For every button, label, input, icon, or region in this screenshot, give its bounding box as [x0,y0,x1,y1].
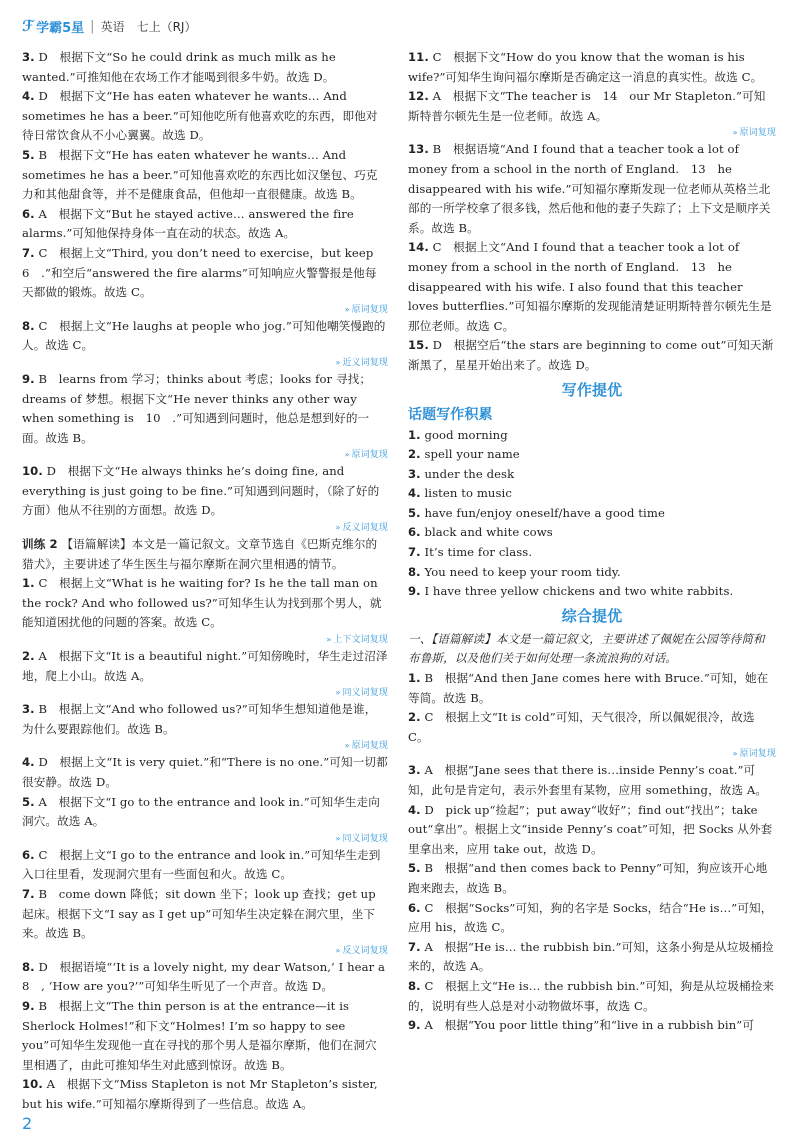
hint-tag-label: 原词复现 [739,749,776,760]
answer-item [408,426,776,446]
double-chevron-icon: » [335,945,341,955]
answer-text: C 根据下文“How do you know that the woman is his wife?”可知华生询问福尔摩斯是否确定这一消息的真实性。故选 C。 [408,50,763,84]
answer-text: black and white cows [420,525,553,540]
answer-item [408,801,776,860]
hint-tag-label: 原词复现 [351,450,388,461]
answer-item [22,244,388,317]
answer-item [408,87,776,140]
answer-text: B learns from 学习；thinks about 考虑；looks for 寻找；dreams of 梦想。根据下文“He never thinks any other way when something is 10 .”可知遇到问题时，他总是想到好的一面。故选 B。 [22,371,372,445]
topic-list [408,426,776,602]
answer-item [22,846,388,885]
answer-text: C 根据“Socks”可知，狗的名字是 Socks，结合“He is…”可知，应用 his，故选 C。 [408,900,773,935]
answer-number: 8. [408,978,421,993]
hint-tag-label: 同义词复现 [342,833,388,844]
answer-item [22,574,388,647]
answer-item [22,700,388,753]
brand-name: 学霸5星 [36,20,85,36]
hint-tag [22,521,388,535]
answer-item [22,793,388,846]
answer-text: A 根据“You poor little thing”和“live in a rubbish bin”可 [420,1018,755,1033]
answer-number: 训练 2 [22,537,58,552]
answer-number: 9. [408,1018,421,1033]
topic-section-title: 话题写作积累 [408,406,493,423]
answer-item [408,445,776,465]
answer-number: 1. [408,427,421,442]
answer-number: 9. [22,998,35,1013]
answer-item [408,543,776,563]
answer-number: 4. [408,802,421,817]
page-header [22,14,196,38]
answer-text: I have three yellow chickens and two white rabbits. [420,584,734,599]
answer-number: 3. [408,763,421,778]
answer-text: C 根据上文“It is cold”可知，天气很冷，所以佩妮很冷，故选 C。 [408,710,755,744]
answer-text: D 根据下文“So he could drink as much milk as he wanted.”可推知他在农场工作才能喝到很多牛奶。故选 D。 [22,50,336,84]
answer-item [22,958,397,997]
answer-item [408,938,776,977]
writing-section-title: 写作提优 [561,380,623,399]
hint-tag [22,633,388,647]
answer-number: 1. [408,671,421,686]
answer-item [408,761,776,800]
double-chevron-icon: » [732,749,738,759]
answer-number: 3. [22,50,35,64]
answer-item [408,859,776,898]
hint-tag [408,126,776,140]
double-chevron-icon: » [732,128,738,138]
answer-item [408,523,776,543]
answer-number: 8. [408,564,421,579]
answer-text: listen to music [420,486,512,501]
answer-item [408,1016,776,1036]
answer-item [22,1075,388,1114]
answer-text: 【语篇解读】本文是一篇记叙文。文章节选自《巴斯克维尔的猎犬》，主要讲述了华生医生与福尔摩斯在洞穴里相遇的情节。 [22,537,378,571]
answer-item [408,484,776,504]
answer-item [22,205,388,244]
answer-number: 5. [408,505,421,520]
answer-text: A 根据“He is… the rubbish bin.”可知，这条小狗是从垃圾桶捡来的，故选 A。 [408,939,774,974]
answer-number: 15. [408,338,429,353]
hint-tag [22,356,388,370]
answer-text: D 根据下文“He always thinks he’s doing fine, and everything is just going to be fine.”可知遇到问题时，（除了好的方面）他从不往别的方面想。故选 D。 [22,464,380,518]
answer-number: 1. [22,576,35,591]
answer-number: 5. [22,794,35,809]
answer-text: B 根据语境“And I found that a teacher took a lot of money from a school in the north of England. 13 he disappeared with his wife.”可知福尔摩斯发现一位老师从英格兰北部的一所学校拿了很多钱，然后他和他的妻子失踪了；上下文是顺序关系。故选 B。 [408,142,771,235]
answer-number: 3. [22,702,35,717]
answer-number: 6. [408,525,421,540]
answer-text: You need to keep your room tidy. [420,564,621,579]
answer-number: 7. [408,939,421,954]
answer-text: A 根据“Jane sees that there is…inside Penny’s coat.”可知，此句是肯定句，表示外套里有某物，应用 something，故选 A。 [408,763,768,797]
hint-tag-label: 上下文词复现 [333,635,388,646]
hint-tag [408,747,776,761]
comprehensive-list [408,669,776,1036]
hint-tag-label: 原词复现 [351,304,388,315]
answer-number: 8. [22,318,35,333]
double-chevron-icon: » [335,523,341,533]
answer-text: A 根据下文“I go to the entrance and look in.”可知华生走向洞穴。故选 A。 [22,794,380,829]
answer-number: 14. [408,240,429,255]
answer-number: 6. [22,847,35,862]
answer-item [408,48,776,87]
answer-item [408,899,776,938]
answer-text: D 根据语境“‘It is a lovely night, my dear Watson,’ I hear a 8 , ‘How are you?’”可知华生听见了一个声音。故选 D。 [22,959,397,994]
hint-tag-label: 同义词复现 [342,688,388,699]
brand-logo [22,17,84,36]
answer-text: B come down 降低；sit down 坐下；look up 查找；get up 起床。根据下文“I say as I get up”可知华生决定躲在洞穴里，坐下来。故选 B。 [22,886,376,941]
answer-item [408,563,776,583]
answer-text: D 根据空后“the stars are beginning to come out”可知天渐渐黑了，星星开始出来了。故选 D。 [408,338,774,372]
answer-item [22,370,388,462]
answer-number: 6. [22,206,35,221]
answer-item [22,462,388,535]
hint-tag [22,739,388,753]
answer-item [22,48,388,87]
answer-number: 2. [22,649,35,664]
answer-text: A 根据下文“But he stayed active… answered the fire alarms.”可知他保持身体一直在动的状态。故选 A。 [22,206,354,241]
answer-item [408,977,776,1016]
answer-number: 4. [408,486,421,501]
page-number: 2 [22,1114,33,1133]
answer-item [408,238,776,336]
answer-text: C 根据上文“And I found that a teacher took a lot of money from a school in the north of England. 13 he disappeared with his wife. I also found that this teacher loves butterflies.”可知福尔摩斯的发现能清楚证明斯特普尔顿先生是那位老师。故选 C。 [408,240,772,333]
answer-text: B 根据“And then Jane comes here with Bruce.”可知，她在等简。故选 B。 [408,671,769,705]
hint-tag [22,448,388,462]
answer-number: 9. [408,584,421,599]
double-chevron-icon: » [344,450,350,460]
answer-text: under the desk [420,466,515,481]
hint-tag-label: 反义词复现 [342,523,388,534]
comprehensive-section-title: 综合提优 [561,606,623,625]
double-chevron-icon: » [335,833,341,843]
answer-number: 8. [22,959,35,974]
answer-item [408,336,776,375]
brand-logo-icon: ℱ [22,17,35,35]
answer-item [408,582,776,602]
left-column [22,48,397,1115]
answer-item [22,997,388,1075]
answer-item [22,753,388,792]
answer-text: D 根据下文“He has eaten whatever he wants… And sometimes he has a beer.”可知他吃所有他喜欢吃的东西，即他对待日常饮食从不小心翼翼。故选 D。 [22,89,378,143]
hint-tag [22,686,388,700]
answer-number: 9. [22,371,35,386]
answer-text: C 根据上文“He is… the rubbish bin.”可知，狗是从垃圾桶捡来的，说明有些人总是对小动物做坏事，故选 C。 [408,978,775,1013]
answer-text: D 根据上文“It is very quiet.”和“There is no one.”可知一切都很安静。故选 D。 [22,755,388,789]
answer-number: 11. [408,50,429,64]
header-subject: 英语 七上（RJ） [100,19,197,34]
answer-text: B 根据上文“And who followed us?”可知华生想知道他是谁，为什么要跟踪他们。故选 B。 [22,702,377,736]
answer-number: 7. [22,245,35,260]
answer-text: have fun/enjoy oneself/have a good time [420,505,665,520]
answer-item [22,647,388,700]
right-column [408,48,776,1036]
answer-item [22,146,388,205]
answer-text: C 根据上文“I go to the entrance and look in.”可知华生走到入口往里看，发现洞穴里有一些面包和火。故选 C。 [22,847,381,882]
answer-text: B 根据上文“The thin person is at the entrance—it is Sherlock Holmes!”和下文“Holmes! I’m so happy to see you”可知华生发现他一直在寻找的那个男人是福尔摩斯，他们在洞穴里相遇了，由此可推知华生对此感到惊讶。故选 B。 [22,998,377,1072]
answer-text: spell your name [420,447,520,462]
answer-number: 10. [22,1077,43,1092]
hint-tag [22,832,388,846]
answer-text: B 根据下文“He has eaten whatever he wants… And sometimes he has a beer.”可知他喜欢吃的东西比如汉堡包、巧克力和其他甜食等，并不是健康食品，但他却一直很健康。故选 B。 [22,147,378,202]
answer-number: 5. [22,147,35,162]
answer-text: It’s time for class. [420,545,533,560]
answer-number: 4. [22,755,35,770]
hint-tag-label: 近义词复现 [342,357,388,368]
answer-item [408,140,776,238]
hint-tag-label: 原词复现 [739,128,776,139]
answer-number: 3. [408,466,421,481]
answer-number: 4. [22,89,35,104]
double-chevron-icon: » [326,635,332,645]
double-chevron-icon: » [335,688,341,698]
hint-tag [22,944,388,958]
answer-number: 7. [22,886,35,901]
answer-number: 5. [408,861,421,876]
answer-number: 7. [408,545,421,560]
answer-number: 2. [408,710,421,725]
answer-text: good morning [420,427,508,442]
answer-item [408,708,776,761]
double-chevron-icon: » [344,304,350,314]
answer-item [22,317,388,370]
hint-tag-label: 原词复现 [351,741,388,752]
comprehensive-intro: 一、【语篇解读】本文是一篇记叙文，主要讲述了佩妮在公园等待简和布鲁斯，以及他们关于如何处理一条流浪狗的对话。 [408,631,765,666]
answer-number: 12. [408,89,429,104]
answer-text: C 根据上文“What is he waiting for? Is he the tall man on the rock? And who followed us?”可知华生认为找到那个男人，就能知道困扰他的问题的答案。故选 C。 [22,576,382,630]
double-chevron-icon: » [344,741,350,751]
answer-number: 2. [408,447,421,462]
answer-number: 13. [408,142,429,157]
answer-number: 10. [22,464,43,479]
answer-text: A 根据下文“Miss Stapleton is not Mr Stapleton’s sister, but his wife.”可知福尔摩斯得到了一些信息。故选 A。 [22,1077,378,1111]
answer-item [408,504,776,524]
double-chevron-icon: » [335,357,341,367]
answer-item [22,535,388,574]
hint-tag-label: 反义词复现 [342,945,388,956]
answer-text: D pick up“捡起”；put away“收好”；find out“找出”；take out“拿出”。根据上文“inside Penny’s coat”可知，把 Socks 从外套里拿出来，应用 take out，故选 D。 [408,802,773,856]
header-separator: | [90,18,95,34]
answer-text: C 根据上文“Third, you don’t need to exercise，but keep 6 .”和空后“answered the fire alarms”可知响应火警警报是他每天都做的锻炼。故选 C。 [22,245,386,300]
answer-item [22,885,388,958]
answer-item [22,87,388,146]
answer-number: 6. [408,900,421,915]
answer-text: A 根据下文“The teacher is 14 our Mr Stapleton.”可知斯特普尔顿先生是一位老师。故选 A。 [408,89,766,123]
answer-text: C 根据上文“He laughs at people who jog.”可知他嘲笑慢跑的人。故选 C。 [22,318,386,353]
answer-text: A 根据下文“It is a beautiful night.”可知傍晚时，华生走过沼泽地，爬上小山。故选 A。 [22,649,388,683]
answer-item [408,669,776,708]
right-answer-list [408,48,776,376]
hint-tag [22,303,388,317]
answer-text: B 根据“and then comes back to Penny”可知，狗应该开心地跑来跑去，故选 B。 [408,861,768,895]
answer-item [408,465,776,485]
